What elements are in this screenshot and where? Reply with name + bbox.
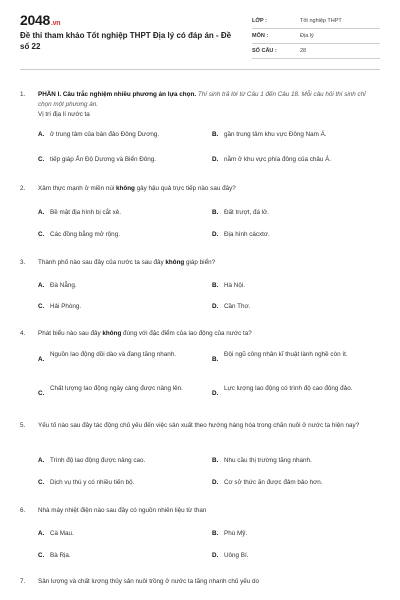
option-text: Đội ngũ công nhân kĩ thuật lành nghề còn ít. — [224, 351, 348, 358]
option-letter: D. — [212, 479, 219, 486]
option-text: Bà Rịa. — [50, 552, 71, 559]
option-letter: A. — [38, 282, 45, 289]
option-text: Phú Mỹ. — [224, 530, 248, 537]
question-stem: Phát biểu nào sau đây — [38, 330, 103, 337]
header-divider — [20, 69, 380, 70]
option-text: tiếp giáp Ấn Độ Dương và Biển Đông. — [50, 156, 157, 163]
question-number: 3. — [20, 259, 26, 266]
option-letter: C. — [38, 231, 45, 238]
question-text: Yếu tố nào sau đây tác động chủ yếu đến việc sản xuất theo hướng hàng hóa trong chăn nuôi ở nước ta hiện nay? — [38, 422, 360, 429]
question-text: Sản lượng và chất lượng thủy sản nuôi trồng ở nước ta tăng nhanh chủ yếu do — [38, 578, 260, 585]
question-stem: giáp biển? — [184, 259, 216, 266]
option-letter: C. — [38, 479, 45, 486]
question-emphasis: không — [165, 259, 185, 266]
option-letter: D. — [212, 231, 219, 238]
question-emphasis: không — [102, 330, 122, 337]
option-text: Đất trượt, đá lở. — [224, 209, 270, 216]
option-letter: B. — [212, 530, 219, 537]
option-letter: A. — [38, 457, 45, 464]
question-stem: Xâm thực mạnh ở miền núi — [38, 185, 116, 192]
option-text: Cơ sở thức ăn được đảm bảo hơn. — [224, 479, 323, 486]
option-letter: B. — [212, 356, 219, 363]
option-text: Hải Phòng. — [50, 303, 82, 310]
option-text: Hà Nội. — [224, 282, 245, 289]
option-letter: D. — [212, 156, 219, 163]
option-letter: C. — [38, 156, 45, 163]
question-stem: gây hậu quả trực tiếp nào sau đây? — [134, 185, 236, 192]
meta-value: Địa lý — [300, 33, 314, 39]
question-stem: Vị trí địa lí nước ta — [38, 111, 90, 118]
question-number: 6. — [20, 507, 26, 514]
option-text: ở trung tâm của bán đảo Đông Dương. — [50, 131, 160, 138]
option-letter: C. — [38, 390, 45, 397]
question-stem: đúng với đặc điểm của lao động của nước ta? — [121, 330, 252, 337]
option-text: Trình độ lao động được nâng cao. — [50, 457, 146, 464]
option-text: Cà Mau. — [50, 530, 74, 537]
option-text: nằm ở khu vực phía đông của châu Á. — [224, 156, 332, 163]
option-letter: C. — [38, 303, 45, 310]
question-stem: Thành phố nào sau đây của nước ta sau đây — [38, 259, 166, 266]
exam-meta — [252, 14, 380, 59]
option-text: Lực lượng lao động có trình độ cao đông đảo. — [224, 385, 353, 392]
option-letter: B. — [212, 131, 219, 138]
option-text: Nhu cầu thị trường tăng nhanh. — [224, 457, 312, 464]
meta-row-count — [252, 44, 380, 59]
option-text: Địa hình cácxtơ. — [224, 231, 270, 238]
part-label: PHẦN I. Câu trắc nghiệm nhiều phương án lựa chọn. — [38, 91, 197, 98]
question-text — [38, 90, 380, 120]
question-number: 4. — [20, 330, 26, 337]
question-number: 1. — [20, 91, 26, 98]
meta-value: 28 — [300, 48, 307, 54]
option-text: Bề mặt địa hình bị cắt xẻ. — [50, 209, 122, 216]
exam-title: Đề thi tham khảo Tốt nghiệp THPT Địa lý có đáp án - Đề số 22 — [20, 31, 232, 51]
option-letter: A. — [38, 530, 45, 537]
option-letter: A. — [38, 209, 45, 216]
option-text: Uông Bí. — [224, 552, 249, 559]
option-text: Cần Thơ. — [224, 303, 251, 310]
option-letter: B. — [212, 282, 219, 289]
meta-row-subject — [252, 29, 380, 44]
question-emphasis: không — [116, 185, 135, 192]
option-text: Chất lượng lao động ngày càng được nâng lên. — [50, 385, 183, 392]
meta-label: LỚP : — [252, 18, 267, 24]
question-text: Nhà máy nhiệt điện nào sau đây có nguồn nhiên liệu từ than — [38, 507, 207, 514]
exam-header — [20, 10, 380, 62]
logo-main: 2048 — [20, 12, 50, 28]
option-letter: A. — [38, 356, 45, 363]
logo-suffix: .vn — [50, 20, 61, 27]
site-logo[interactable] — [20, 12, 60, 28]
option-text: Nguồn lao động dồi dào và đang tăng nhanh. — [50, 351, 177, 358]
option-text: gần trung tâm khu vực Đông Nam Á. — [224, 131, 327, 138]
option-letter: C. — [38, 552, 45, 559]
question-text — [38, 258, 380, 268]
meta-label: SỐ CÂU : — [252, 48, 277, 54]
meta-row-class — [252, 14, 380, 29]
question-text — [38, 184, 380, 194]
option-letter: B. — [212, 457, 219, 464]
question-number: 7. — [20, 578, 26, 585]
option-letter: A. — [38, 131, 45, 138]
question-number: 5. — [20, 422, 26, 429]
meta-value: Tốt nghiệp THPT — [300, 18, 342, 24]
option-letter: D. — [212, 303, 219, 310]
option-text: Các đồng bằng mở rộng. — [50, 231, 120, 238]
question-text — [38, 329, 380, 339]
meta-label: MÔN : — [252, 33, 269, 39]
option-text: Dịch vụ thú y có nhiều tiến bộ. — [50, 479, 135, 486]
option-letter: D. — [212, 390, 219, 397]
option-letter: B. — [212, 209, 219, 216]
option-text: Đà Nẵng. — [50, 282, 77, 289]
question-number: 2. — [20, 185, 26, 192]
option-letter: D. — [212, 552, 219, 559]
part-instruction: Thí sinh trả lời từ Câu 1 đến Câu 18. Mỗi câu hỏi thí sinh chỉ chọn một phương án. — [38, 91, 366, 108]
